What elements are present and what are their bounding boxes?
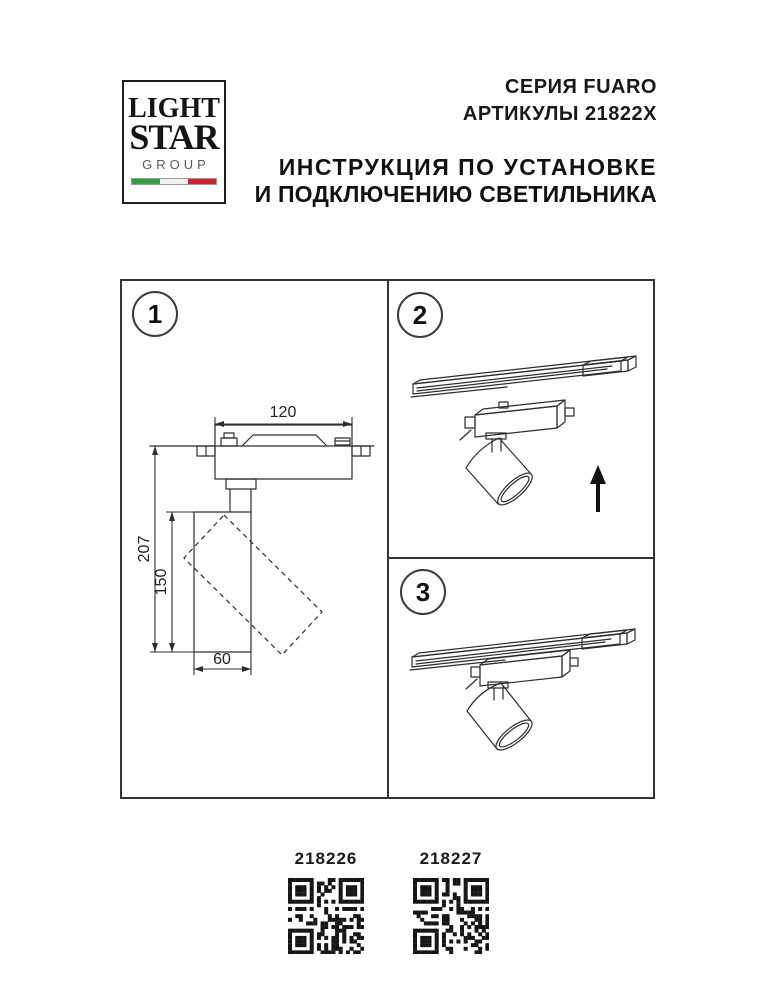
dim-height-total: 207 <box>136 535 153 563</box>
article-number-label: 218226 <box>294 849 358 868</box>
step-number-3: 3 <box>415 576 431 607</box>
spotlight-illustration <box>466 433 537 510</box>
qr-code <box>288 878 364 954</box>
up-arrow-icon <box>590 465 606 512</box>
flag-green-segment <box>132 179 160 184</box>
qr-code <box>413 878 489 954</box>
flag-white-segment <box>160 179 188 184</box>
track-rail-illustration <box>411 356 636 397</box>
header-text-block <box>250 74 657 208</box>
dim-width-body: 60 <box>213 651 231 668</box>
series-label: СЕРИЯ FUARO <box>504 76 657 98</box>
step-number-1: 1 <box>147 298 163 329</box>
step-number-badge-3 <box>400 569 446 615</box>
logo-word-star: STAR <box>129 117 219 157</box>
track-adapter-illustration <box>460 400 574 440</box>
dim-height-body: 150 <box>153 568 170 596</box>
article-qr-block-1 <box>288 850 364 959</box>
tilted-lamp-outline <box>184 515 322 655</box>
step-number-badge-1 <box>132 291 178 337</box>
step-number-2: 2 <box>412 299 428 330</box>
instruction-grid <box>120 279 655 799</box>
dim-width-track: 120 <box>269 404 297 421</box>
logo-word-group: GROUP <box>142 157 210 172</box>
spotlight-illustration <box>467 682 536 755</box>
instruction-title-line1: ИНСТРУКЦИЯ ПО УСТАНОВКЕ <box>278 154 657 180</box>
flag-red-segment <box>188 179 216 184</box>
lightstar-logo <box>122 80 226 204</box>
instruction-title-line2: И ПОДКЛЮЧЕНИЮ СВЕТИЛЬНИКА <box>254 181 657 207</box>
article-qr-block-2 <box>413 850 489 959</box>
articles-label: АРТИКУЛЫ 21822X <box>462 103 657 125</box>
italian-flag-icon <box>131 178 217 185</box>
step-number-badge-2 <box>397 292 443 338</box>
article-number-label: 218227 <box>419 849 483 868</box>
track-rail-illustration <box>410 629 635 670</box>
panel1-technical-drawing <box>122 281 387 797</box>
logo-word-light: LIGHT <box>128 93 220 124</box>
